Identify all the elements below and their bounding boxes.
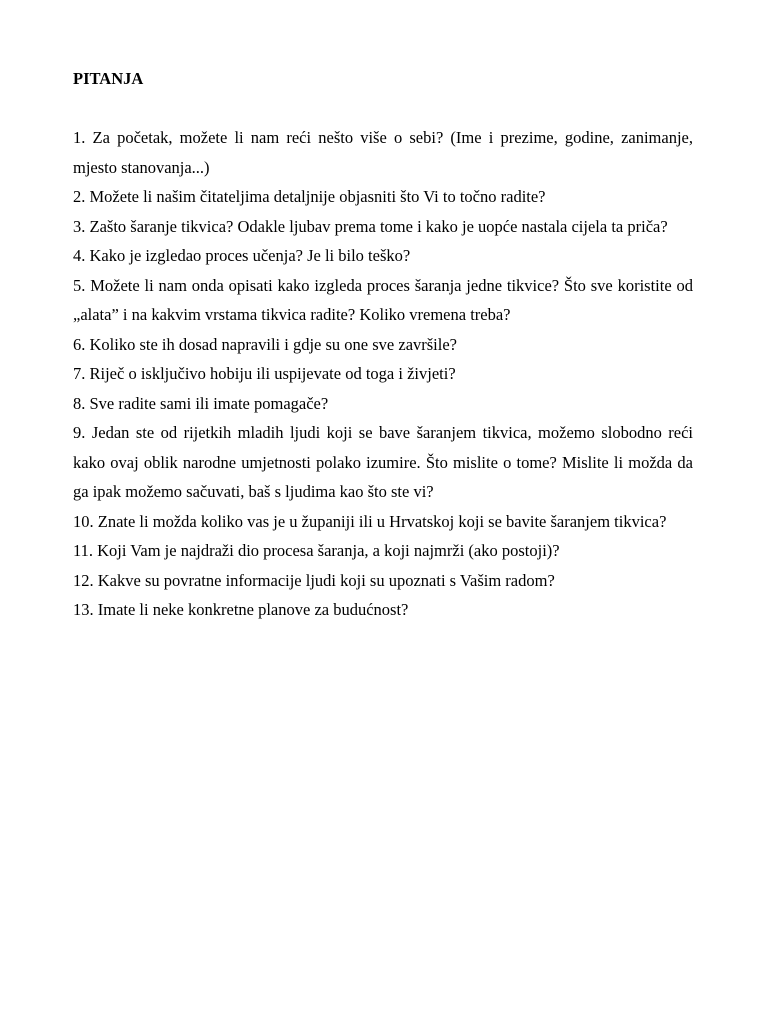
question-item: 10. Znate li možda koliko vas je u županiji ili u Hrvatskoj koji se bavite šaranjem tikvica?: [73, 511, 667, 531]
question-item: 3. Zašto šaranje tikvica? Odakle ljubav prema tome i kako je uopće nastala cijela ta priča?: [73, 216, 668, 236]
document-title: PITANJA: [73, 69, 144, 88]
question-item: 12. Kakve su povratne informacije ljudi koji su upoznati s Vašim radom?: [73, 570, 555, 590]
question-item: 8. Sve radite sami ili imate pomagače?: [73, 393, 329, 413]
question-item: 1. Za početak, možete li nam reći nešto više o sebi? (Ime i prezime, godine, zanimanje, mjesto stanovanja...): [73, 128, 693, 177]
question-item: 9. Jedan ste od rijetkih mladih ljudi koji se bave šaranjem tikvica, možemo slobodno reći kako ovaj oblik narodne umjetnosti polako izumire. Što mislite o tome? Mislite li možda da ga ipak možemo sačuvati, baš s ljudima kao što ste vi?: [73, 423, 693, 501]
question-item: 11. Koji Vam je najdraži dio procesa šaranja, a koji najmrži (ako postoji)?: [73, 541, 560, 560]
question-item: 4. Kako je izgledao proces učenja? Je li bilo teško?: [73, 246, 411, 265]
question-item: 13. Imate li neke konkretne planove za budućnost?: [73, 600, 409, 619]
question-item: 7. Riječ o isključivo hobiju ili uspijevate od toga i živjeti?: [73, 364, 456, 383]
question-item: 2. Možete li našim čitateljima detaljnije objasniti što Vi to točno radite?: [73, 187, 546, 206]
question-item: 6. Koliko ste ih dosad napravili i gdje su one sve završile?: [73, 334, 457, 354]
question-item: 5. Možete li nam onda opisati kako izgleda proces šaranja jedne tikvice? Što sve koristite od „alata” i na kakvim vrstama tikvica radite? Koliko vremena treba?: [73, 275, 693, 324]
question-list: [73, 123, 693, 625]
document-body: [73, 64, 693, 625]
